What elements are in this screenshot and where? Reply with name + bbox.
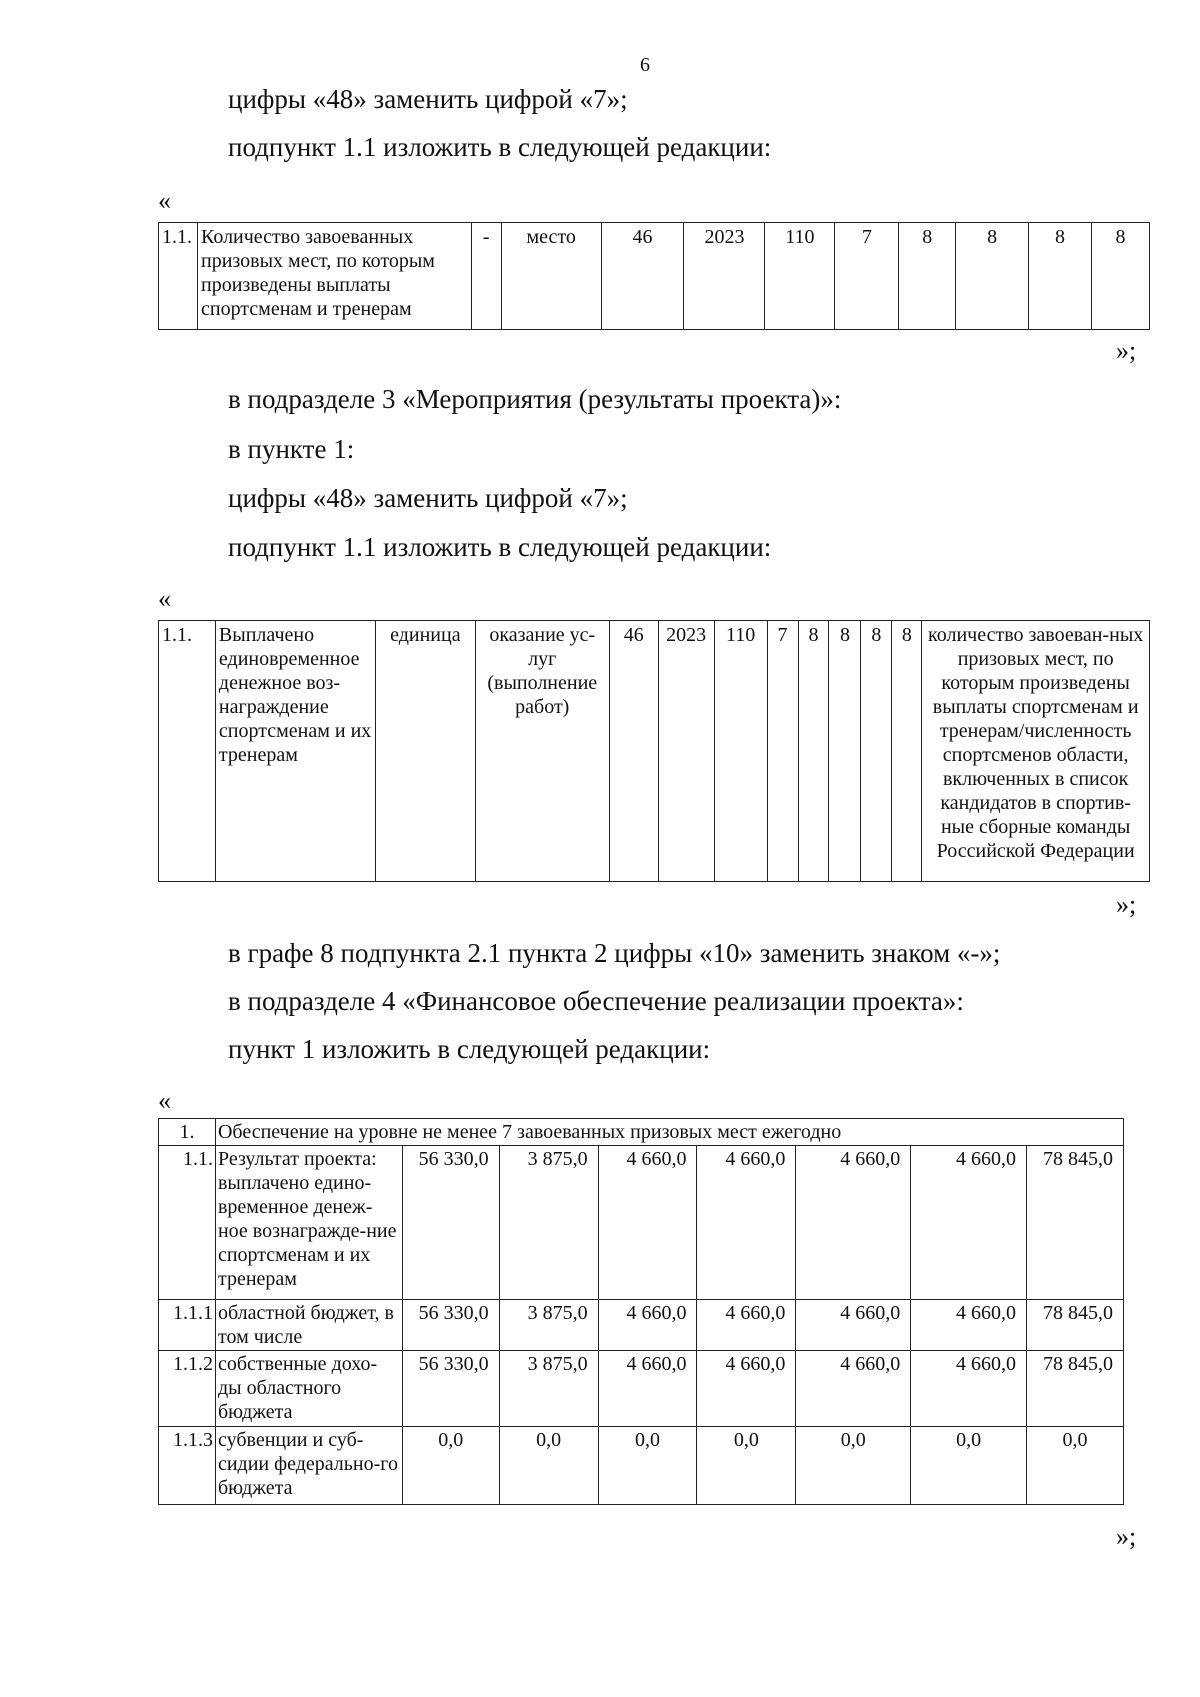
table-cell: 46	[609, 621, 658, 882]
total-cell: 0,0	[1027, 1427, 1124, 1505]
type-cell: оказание ус-луг (выполнение работ)	[475, 621, 609, 882]
table-measures	[158, 620, 1150, 882]
total-cell: 78 845,0	[1027, 1351, 1124, 1427]
quote-close-3: »;	[1116, 1522, 1137, 1551]
table-row	[159, 1351, 1124, 1427]
paragraph-5: цифры «48» заменить цифрой «7»;	[228, 483, 628, 513]
table-finance	[158, 1118, 1124, 1505]
table-cell: -	[471, 223, 501, 330]
value-cell: 56 330,0	[402, 1146, 499, 1300]
table-cell: 7	[835, 223, 899, 330]
table-cell: 8	[861, 621, 892, 882]
paragraph-7: в графе 8 подпункта 2.1 пункта 2 цифры «10» заменить знаком «-»;	[228, 938, 1001, 968]
indicator-name: Количество завоеванных призовых мест, по которым произведены выплаты спортсменам и тренерам	[197, 223, 471, 330]
table-row	[159, 1427, 1124, 1505]
quote-open-3: «	[158, 1086, 171, 1115]
value-cell: 56 330,0	[402, 1351, 499, 1427]
table-row	[159, 621, 1150, 882]
section-title: Обеспечение на уровне не менее 7 завоеванных призовых мест ежегодно	[215, 1119, 1123, 1146]
value-cell: 4 660,0	[796, 1351, 911, 1427]
table-cell: 46	[601, 223, 684, 330]
value-cell: 3 875,0	[499, 1351, 598, 1427]
quote-open-1: «	[158, 186, 171, 215]
row-number: 1.1.	[159, 1146, 216, 1300]
table-row	[159, 223, 1150, 330]
value-cell: 3 875,0	[499, 1146, 598, 1300]
row-label: субвенции и суб-сидии федерально-го бюджета	[215, 1427, 402, 1505]
row-number: 1.1.2	[159, 1351, 216, 1427]
quote-close-1: »;	[1116, 336, 1137, 365]
value-cell: 4 660,0	[796, 1146, 911, 1300]
row-number: 1.1.	[159, 621, 216, 882]
value-cell: 0,0	[499, 1427, 598, 1505]
row-number: 1.	[159, 1119, 216, 1146]
value-cell: 4 660,0	[598, 1300, 697, 1351]
table-indicator	[158, 222, 1150, 330]
value-cell: 0,0	[402, 1427, 499, 1505]
value-cell: 0,0	[697, 1427, 796, 1505]
paragraph-8: в подразделе 4 «Финансовое обеспечение реализации проекта»:	[228, 986, 964, 1016]
quote-close-2: »;	[1116, 890, 1137, 919]
table-cell: 2023	[684, 223, 765, 330]
quote-open-2: «	[158, 584, 171, 613]
measure-name: Выплачено единовременное денежное воз-награждение спортсменам и их тренерам	[215, 621, 375, 882]
value-cell: 4 660,0	[796, 1300, 911, 1351]
paragraph-2: подпункт 1.1 изложить в следующей редакции:	[228, 132, 772, 162]
value-cell: 4 660,0	[598, 1351, 697, 1427]
unit-cell: единица	[375, 621, 475, 882]
value-cell: 4 660,0	[697, 1351, 796, 1427]
table-cell: 8	[1091, 223, 1149, 330]
table-cell: 8	[798, 621, 829, 882]
table-cell: 8	[829, 621, 861, 882]
table-cell: 7	[767, 621, 798, 882]
table-row	[159, 1146, 1124, 1300]
paragraph-1: цифры «48» заменить цифрой «7»;	[228, 84, 628, 114]
table-cell: 110	[765, 223, 835, 330]
row-number: 1.1.3	[159, 1427, 216, 1505]
total-cell: 78 845,0	[1027, 1300, 1124, 1351]
row-label: собственные дохо-ды областного бюджета	[215, 1351, 402, 1427]
row-label: Результат проекта: выплачено едино-временное денеж-ное вознагражде-ние спортсменам и их тренерам	[215, 1146, 402, 1300]
value-cell: 0,0	[911, 1427, 1027, 1505]
table-row	[159, 1300, 1124, 1351]
value-cell: 4 660,0	[598, 1146, 697, 1300]
value-cell: 4 660,0	[697, 1146, 796, 1300]
value-cell: 4 660,0	[911, 1146, 1027, 1300]
page-number: 6	[640, 54, 650, 76]
paragraph-9: пункт 1 изложить в следующей редакции:	[228, 1034, 711, 1064]
value-cell: 0,0	[598, 1427, 697, 1505]
table-cell: 2023	[658, 621, 714, 882]
value-cell: 56 330,0	[402, 1300, 499, 1351]
table-cell: 8	[892, 621, 922, 882]
value-cell: 4 660,0	[697, 1300, 796, 1351]
paragraph-6: подпункт 1.1 изложить в следующей редакции:	[228, 532, 772, 562]
row-number: 1.1.	[159, 223, 198, 330]
value-cell: 4 660,0	[911, 1351, 1027, 1427]
table-header-row	[159, 1119, 1124, 1146]
table-cell: 8	[956, 223, 1029, 330]
total-cell: 78 845,0	[1027, 1146, 1124, 1300]
unit-cell: место	[501, 223, 601, 330]
row-label: областной бюджет, в том числе	[215, 1300, 402, 1351]
paragraph-4: в пункте 1:	[228, 434, 355, 464]
value-cell: 3 875,0	[499, 1300, 598, 1351]
value-cell: 0,0	[796, 1427, 911, 1505]
description-cell: количество завоеван-ных призовых мест, по которым произведены выплаты спортсменам и тренерам/численность спортсменов области, включенных в список кандидатов в спортив-ные сборные команды Российской Федерации	[922, 621, 1150, 882]
value-cell: 4 660,0	[911, 1300, 1027, 1351]
paragraph-3: в подразделе 3 «Мероприятия (результаты проекта)»:	[228, 384, 842, 414]
row-number: 1.1.1	[159, 1300, 216, 1351]
table-cell: 8	[899, 223, 956, 330]
table-cell: 110	[714, 621, 767, 882]
table-cell: 8	[1029, 223, 1092, 330]
